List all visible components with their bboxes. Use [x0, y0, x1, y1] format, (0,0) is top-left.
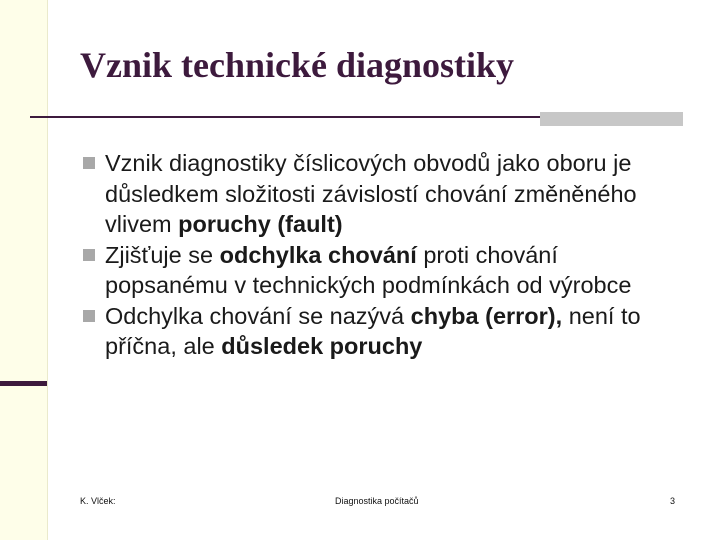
left-accent-bar	[0, 381, 47, 386]
footer-course-title: Diagnostika počítačů	[335, 496, 419, 506]
title-rule-accent-bottom	[540, 120, 683, 126]
square-bullet-icon	[83, 157, 95, 169]
bullet-item-1	[82, 148, 682, 240]
bullet-2-bold-deviation: odchylka chování	[219, 241, 417, 268]
square-bullet-icon	[83, 249, 95, 261]
title-rule-accent-top	[540, 112, 683, 120]
bullet-text	[105, 150, 637, 237]
bullet-text	[105, 303, 641, 360]
bullet-text	[105, 242, 631, 299]
bullet-3-text-part-3: není to příčna, ale	[105, 302, 641, 359]
bullet-3-text-part-1: Odchylka chování se nazývá	[105, 302, 411, 329]
footer-page-number: 3	[670, 496, 676, 506]
bullet-3-bold-consequence: důsledek poruchy	[221, 333, 423, 359]
bullet-item-3	[82, 301, 682, 362]
bullet-3-bold-error: chyba (error),	[410, 302, 563, 329]
bullet-list	[82, 148, 682, 362]
bullet-1-bold-fault: poruchy (fault)	[178, 211, 343, 237]
left-accent-band	[0, 0, 48, 540]
bullet-2-text-part-3: proti chování popsanému v technických podmínkách od výrobce	[105, 241, 632, 298]
square-bullet-icon	[83, 310, 95, 322]
bullet-2-text-part-1: Zjišťuje se	[105, 241, 220, 268]
bullet-item-2	[82, 240, 682, 301]
slide-title: Vznik technické diagnostiky	[80, 45, 515, 85]
footer-author: K. Vlček:	[80, 496, 116, 506]
bullet-1-text-part-1: Vznik diagnostiky číslicových obvodů jako oboru je důsledkem složitosti závislostí chování změněného vlivem	[105, 150, 637, 237]
